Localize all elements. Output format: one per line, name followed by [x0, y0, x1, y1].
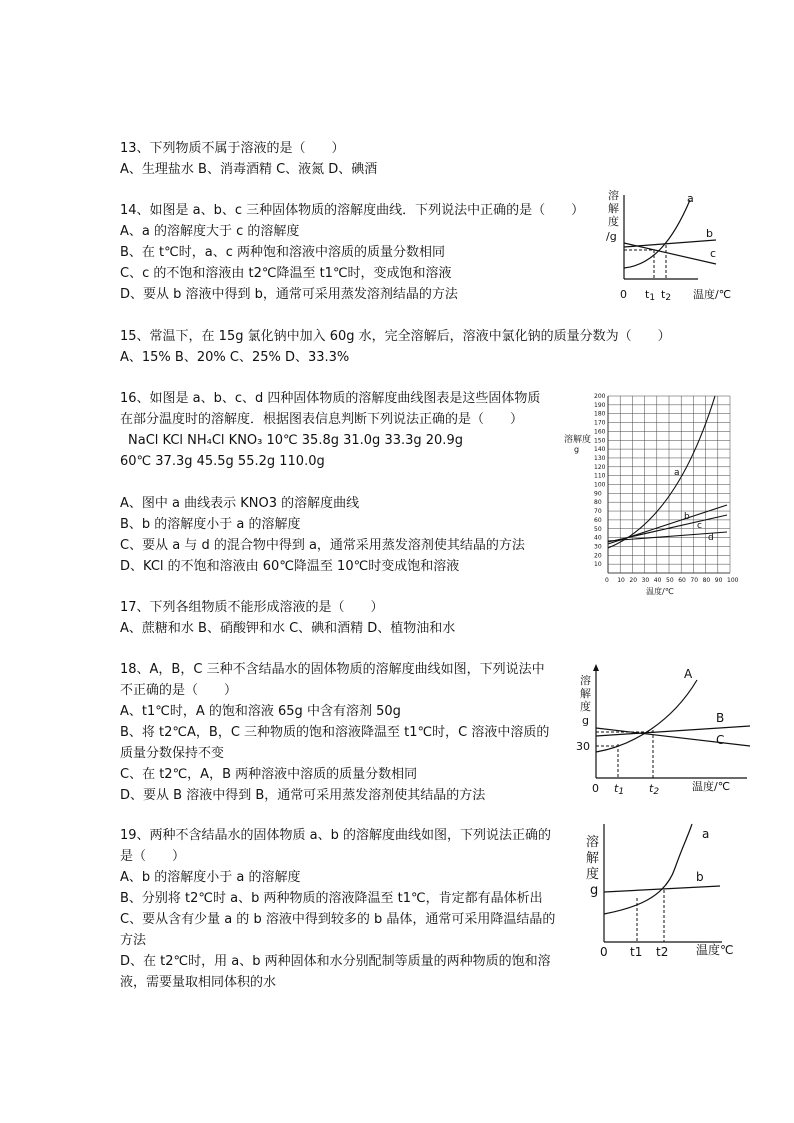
q16-ytick: 150 [594, 437, 606, 445]
q16-xtick: 50 [666, 577, 674, 584]
q16-ytick: 80 [594, 499, 602, 507]
q19-option-c-line2: 方法 [120, 933, 147, 948]
q14-label-a: a [687, 192, 694, 205]
q16-xtick: 100 [727, 577, 739, 584]
q16-ytick: 20 [594, 552, 602, 560]
q16-label-d: d [708, 533, 714, 543]
q16-solubility-chart [560, 388, 740, 600]
q14-option-a: A、a 的溶解度大于 c 的溶解度 [120, 224, 300, 239]
q14-origin: 0 [620, 288, 627, 301]
q16-ytick: 60 [594, 516, 602, 524]
q19-option-d-line2: 液，需要量取相同体积的水 [120, 975, 277, 990]
q16-ytick: 120 [594, 463, 606, 471]
q16-xtick: 30 [641, 577, 650, 584]
q14-option-b: B、在 t℃时，a、c 两种饱和溶液中溶质的质量分数相同 [120, 245, 445, 260]
q16-ytick: 200 [594, 393, 606, 400]
q16-ytick: 90 [594, 490, 602, 498]
q16-xtick: 90 [714, 577, 723, 584]
q19-ylabel-3: 度 [586, 867, 600, 882]
q14-label-c: c [710, 247, 717, 260]
q19-option-d-line1: D、在 t2℃时，用 a、b 两种固体和水分别配制等质量的两种物质的饱和溶 [120, 954, 551, 969]
q18-stem-line2: 不正确的是（ ） [120, 683, 238, 698]
q18-option-c: C、在 t2℃，A，B 两种溶液中溶质的质量分数相同 [120, 767, 418, 782]
q16-option-c: C、要从 a 与 d 的混合物中得到 a，通常采用蒸发溶剂使其结晶的方法 [120, 538, 525, 553]
q18-origin: 0 [592, 782, 599, 795]
q14-curve-a [624, 200, 690, 268]
q16-ytick: 70 [594, 508, 602, 516]
q16-ytick: 10 [594, 561, 602, 569]
q16-stem-line2: 在部分温度时的溶解度．根据图表信息判断下列说法正确的是（ ） [120, 412, 524, 427]
q16-ytick: 40 [594, 534, 602, 542]
q19-stem-line1: 19、两种不含结晶水的固体物质 a、b 的溶解度曲线如图，下列说法正确的 [120, 828, 552, 843]
q19-option-b: B、分别将 t2℃时 a、b 两种物质的溶液降温至 t1℃，肯定都有晶体析出 [120, 891, 543, 906]
q16-table-row2: 60℃ 37.3g 45.5g 55.2g 110.0g [120, 454, 325, 469]
q19-t2: t2 [656, 945, 669, 959]
q16-ytick: 170 [594, 419, 606, 427]
q16-ytick: 160 [594, 428, 606, 436]
q18-label-B: B [716, 711, 725, 725]
q19-t1: t1 [630, 945, 643, 959]
q19-stem-line2: 是（ ） [120, 849, 186, 864]
q19-label-a: a [702, 827, 710, 841]
q18-y30: 30 [576, 740, 590, 753]
q14-stem: 14、如图是 a、b、c 三种固体物质的溶解度曲线．下列说法中正确的是（ ） [120, 203, 585, 218]
q16-ytick: 50 [594, 525, 602, 533]
q16-xtick: 0 [605, 577, 609, 584]
q16-xtick: 10 [617, 577, 625, 584]
q18-t2: t2 [649, 782, 660, 797]
q19-option-a: A、b 的溶解度小于 a 的溶解度 [120, 870, 301, 885]
q18-label-A: A [684, 667, 693, 681]
q16-ytick: 140 [594, 446, 606, 454]
q16-option-a: A、图中 a 曲线表示 KNO3 的溶解度曲线 [120, 496, 360, 511]
q16-xlabel: 温度/℃ [646, 587, 674, 596]
q18-stem-line1: 18、A，B，C 三种不含结晶水的固体物质的溶解度曲线如图，下列说法中 [120, 662, 545, 677]
q16-option-b: B、b 的溶解度小于 a 的溶解度 [120, 517, 301, 532]
q18-option-d: D、要从 B 溶液中得到 B，通常可采用蒸发溶剂使其结晶的方法 [120, 788, 486, 803]
q16-xtick: 60 [678, 577, 686, 584]
q16-label-b: b [684, 512, 690, 522]
q14-option-d: D、要从 b 溶液中得到 b，通常可采用蒸发溶剂结晶的方法 [120, 287, 458, 302]
q16-ytick: 30 [594, 543, 602, 551]
q18-option-b-line1: B、将 t2℃A，B，C 三种物质的饱和溶液降温至 t1℃时，C 溶液中溶质的 [120, 725, 550, 740]
q16-ylabel: 溶解度 [564, 435, 592, 445]
q16-table-row1: NaCl KCl NH₄Cl KNO₃ 10℃ 35.8g 31.0g 33.3g 20.9g [128, 433, 463, 448]
q15-options: A、15% B、20% C、25% D、33.3% [120, 350, 350, 365]
q18-label-C: C [716, 733, 725, 747]
q16-xtick: 40 [653, 577, 662, 584]
q16-ytick: 180 [594, 410, 606, 418]
q16-yunit: g [574, 445, 580, 454]
q14-ylabel-4: /g [606, 230, 617, 243]
q19-ylabel-1: 溶 [586, 835, 600, 850]
q14-ylabel-2: 解 [608, 202, 619, 215]
q16-label-a: a [674, 468, 680, 478]
q14-curve-c [624, 243, 716, 264]
q19-option-c-line1: C、要从含有少量 a 的 b 溶液中得到较多的 b 晶体，通常可采用降温结晶的 [120, 912, 556, 927]
q18-xlabel: 温度/℃ [692, 780, 731, 793]
q16-xtick: 70 [690, 577, 699, 584]
q16-stem-line1: 16、如图是 a、b、c、d 四种固体物质的溶解度曲线图表是这些固体物质 [120, 391, 541, 406]
q19-ylabel-2: 解 [586, 851, 600, 866]
q16-xtick: 20 [629, 577, 638, 584]
q18-option-b-line2: 质量分数保持不变 [120, 746, 225, 761]
q16-xtick: 80 [702, 577, 711, 584]
q16-ytick: 100 [594, 481, 606, 489]
q14-t1: t1 [645, 288, 656, 303]
q19-solubility-graph [580, 818, 750, 963]
q18-ylabel-4: g [582, 714, 589, 727]
q18-solubility-graph [572, 662, 762, 802]
q19-curve-a [604, 824, 692, 914]
q16-ytick: 110 [594, 472, 606, 480]
q18-ylabel-1: 溶 [580, 674, 591, 687]
q14-option-c: C、c 的不饱和溶液由 t2℃降温至 t1℃时，变成饱和溶液 [120, 266, 452, 281]
q13-stem: 13、下列物质不属于溶液的是（ ） [120, 141, 345, 156]
q19-curve-b [604, 886, 720, 892]
q18-ylabel-2: 解 [580, 687, 591, 700]
q14-ylabel-3: 度 [608, 215, 619, 228]
q19-label-b: b [696, 870, 704, 884]
q19-ylabel-4: g [590, 883, 599, 898]
q14-label-b: b [706, 227, 713, 240]
q13-options: A、生理盐水 B、消毒酒精 C、液氮 D、碘酒 [120, 162, 378, 177]
q18-curve-A [596, 680, 697, 752]
q14-solubility-graph [598, 185, 758, 305]
q14-ylabel-1: 溶 [608, 189, 619, 202]
q17-options: A、蔗糖和水 B、硝酸钾和水 C、碘和酒精 D、植物油和水 [120, 621, 456, 636]
q16-label-c: c [697, 521, 702, 531]
q18-ylabel-3: 度 [580, 700, 591, 713]
q18-t1: t1 [614, 782, 625, 797]
q16-ytick: 130 [594, 454, 606, 462]
q19-origin: 0 [600, 945, 608, 959]
q16-ytick: 190 [594, 401, 606, 409]
q14-t2: t2 [661, 288, 672, 303]
q14-xlabel: 温度/℃ [693, 288, 732, 301]
q15-stem: 15、常温下，在 15g 氯化钠中加入 60g 水，完全溶解后，溶液中氯化钠的质量分数为（ ） [120, 329, 671, 344]
q18-option-a: A、t1℃时，A 的饱和溶液 65g 中含有溶剂 50g [120, 704, 401, 719]
q19-xlabel: 温度℃ [696, 943, 734, 957]
q17-stem: 17、下列各组物质不能形成溶液的是（ ） [120, 600, 384, 615]
q16-option-d: D、KCl 的不饱和溶液由 60℃降温至 10℃时变成饱和溶液 [120, 559, 460, 574]
